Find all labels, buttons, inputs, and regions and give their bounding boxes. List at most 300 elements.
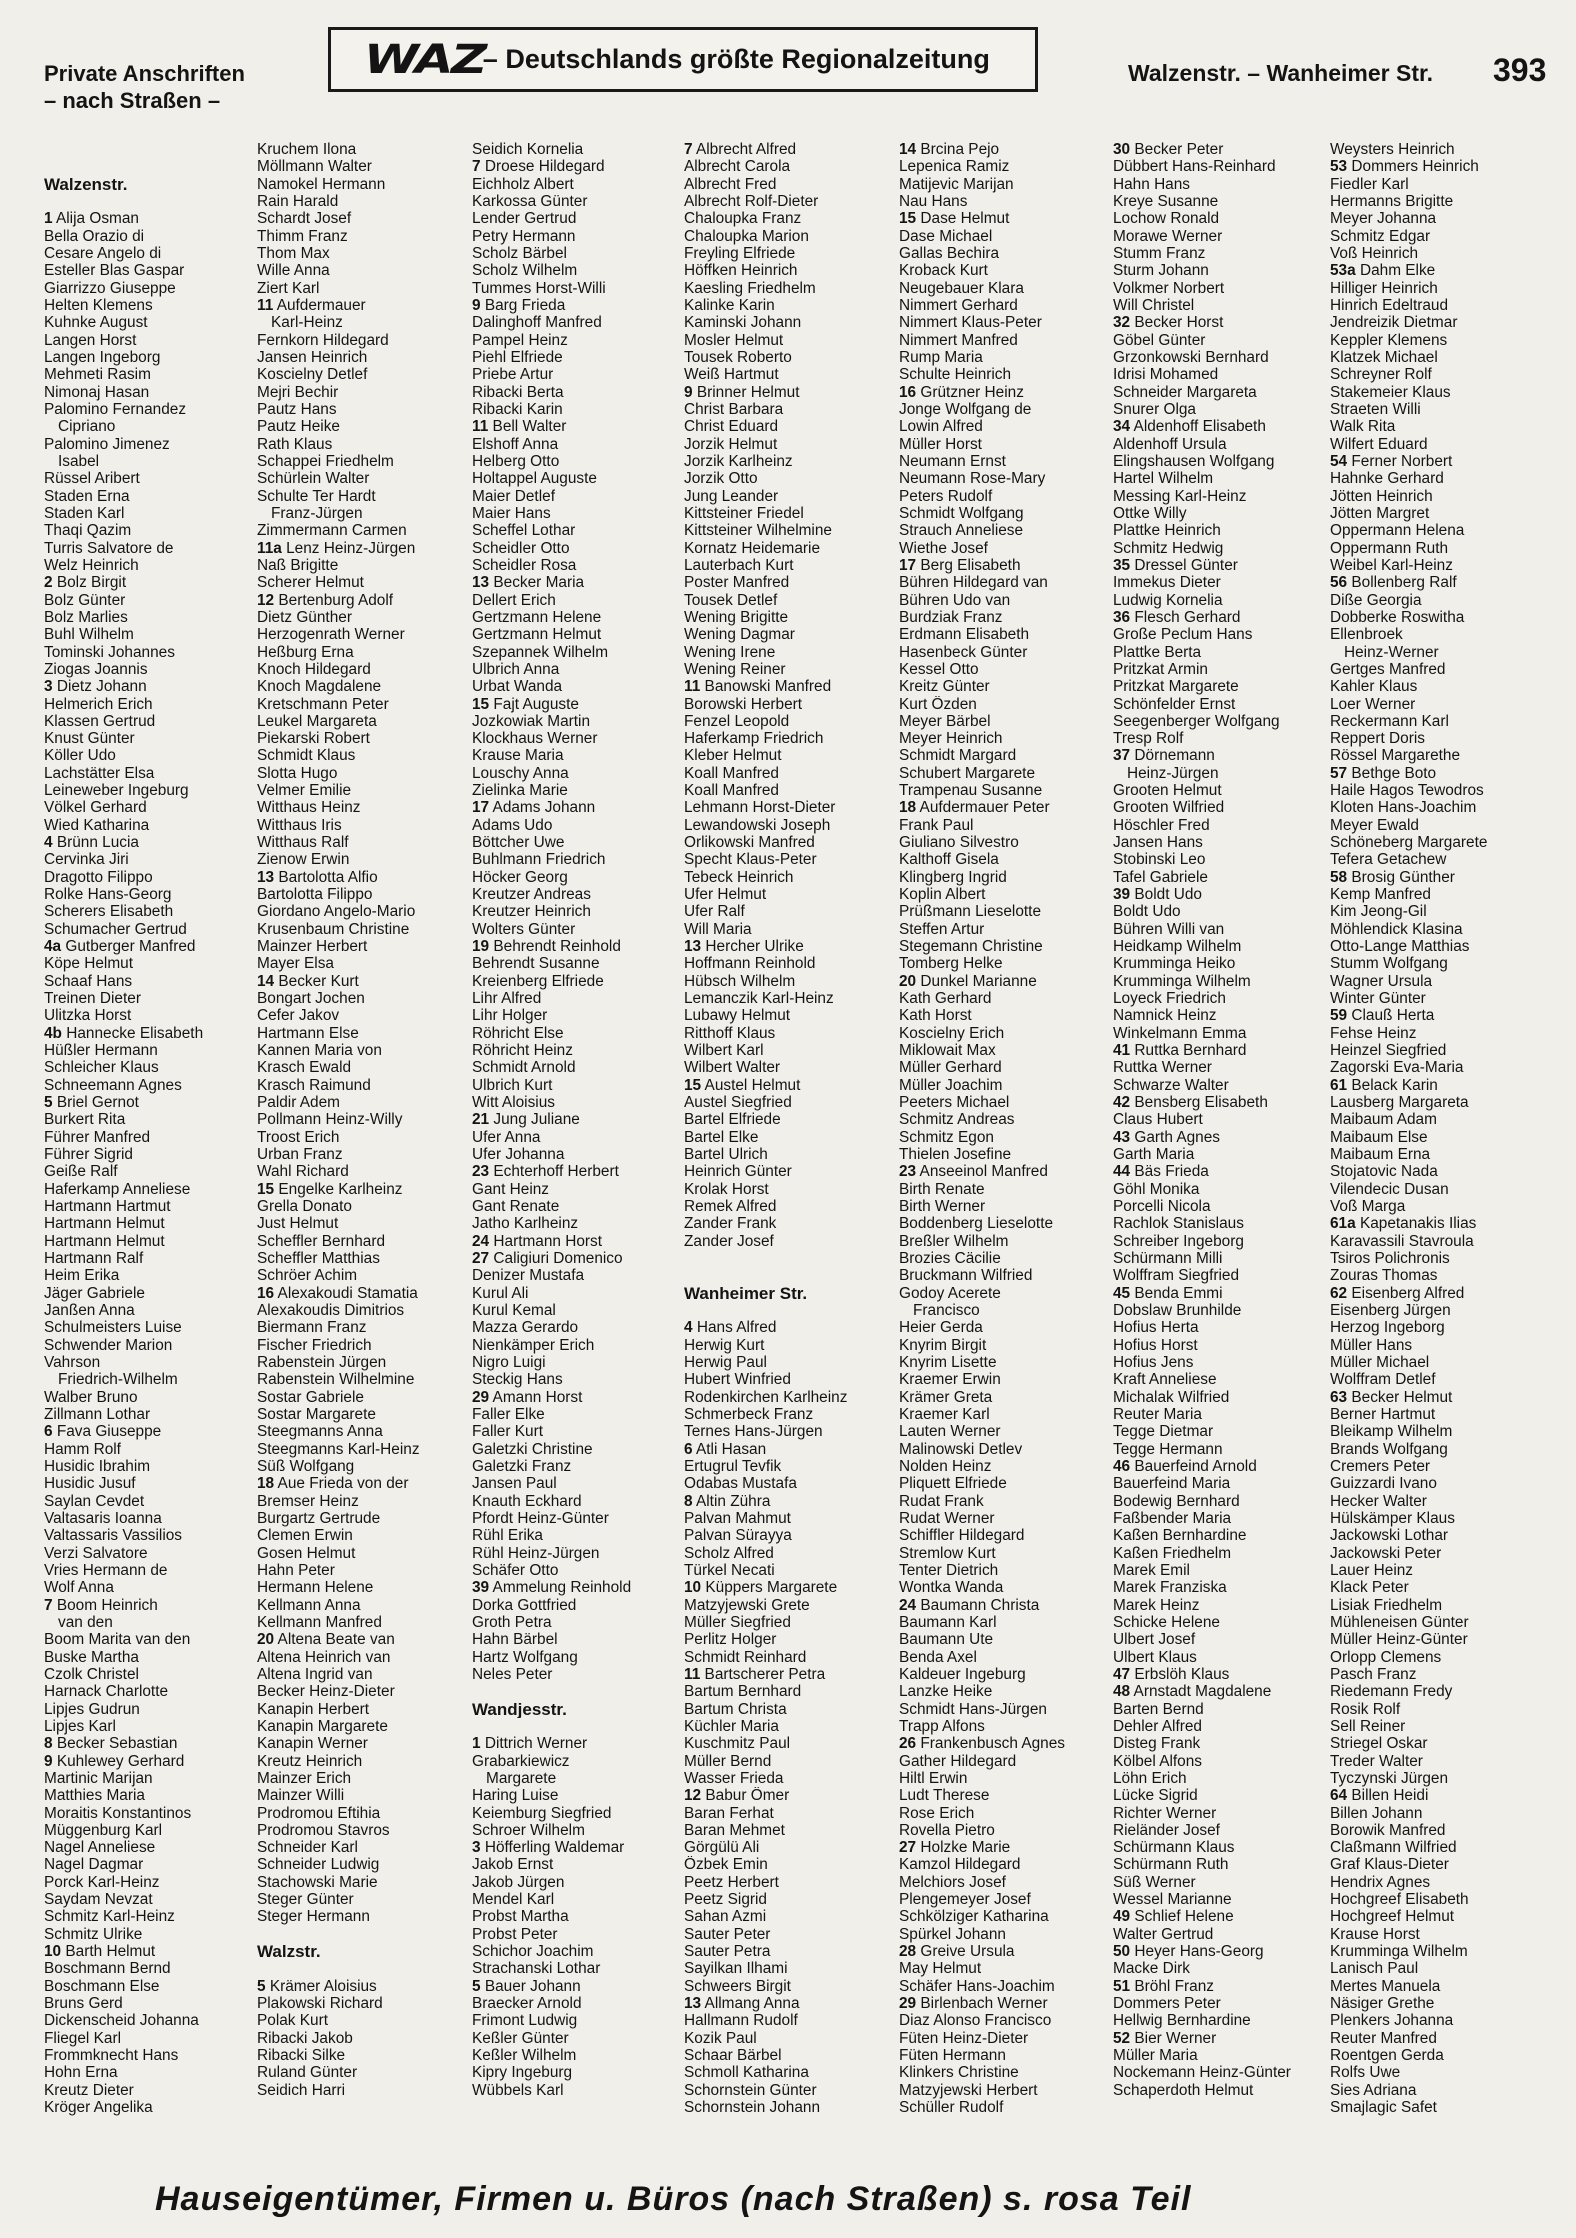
resident-entry: Dellert Erich	[472, 591, 556, 609]
resident-entry: Leukel Margareta	[257, 712, 377, 730]
resident-entry: Clemen Erwin	[257, 1527, 353, 1545]
resident-entry: Staden Karl	[44, 504, 125, 522]
house-number: 21	[472, 1111, 490, 1129]
resident-entry: Ribacki Jakob	[257, 2029, 353, 2047]
resident-entry: Burkert Rita	[44, 1111, 126, 1129]
resident-entry: Keßler Wilhelm	[472, 2047, 577, 2065]
resident-entry: Grooten Wilfried	[1113, 799, 1225, 817]
resident-entry: Kurt Özden	[899, 695, 977, 713]
resident-entry: Rössel Margarethe	[1330, 747, 1461, 765]
resident-entry: Kuschmitz Paul	[684, 1735, 791, 1753]
resident-entry: Schröer Achim	[257, 1267, 358, 1285]
resident-entry: 39 Boldt Udo	[1113, 886, 1202, 904]
resident-entry: 9 Barg Frieda	[472, 296, 566, 314]
resident-entry: Tominski Johannes	[44, 643, 175, 661]
resident-entry: Schäfer Hans-Joachim	[899, 1977, 1055, 1995]
resident-entry: Miklowait Max	[899, 1042, 996, 1060]
resident-entry: Sies Adriana	[1330, 2081, 1417, 2099]
resident-entry: Jendreizik Dietmar	[1330, 314, 1458, 332]
resident-entry: Schaperdoth Helmut	[1113, 2081, 1254, 2099]
resident-entry: Hahnke Gerhard	[1330, 470, 1444, 488]
resident-entry: Lender Gertrud	[472, 210, 577, 228]
resident-entry: Wessel Marianne	[1113, 1891, 1232, 1909]
resident-entry: Albrecht Fred	[684, 175, 777, 193]
resident-entry: Kretschmann Peter	[257, 695, 389, 713]
resident-entry: Dickenscheid Johanna	[44, 2012, 199, 2030]
resident-entry: Rose Erich	[899, 1804, 975, 1822]
blank-line	[684, 1250, 898, 1267]
blank-line	[684, 1267, 898, 1284]
resident-entry: 23 Anseeinol Manfred	[899, 1163, 1048, 1181]
resident-entry: Hohn Erna	[44, 2064, 118, 2082]
house-number: 6	[44, 1423, 53, 1441]
house-number: 9	[472, 296, 481, 314]
house-number: 29	[472, 1388, 490, 1406]
resident-entry: 53a Dahm Elke	[1330, 262, 1436, 280]
resident-entry: Louschy Anna	[472, 764, 569, 782]
house-number: 12	[257, 591, 275, 609]
resident-entry: Zander Josef	[684, 1232, 774, 1250]
resident-entry: Pautz Hans	[257, 400, 337, 418]
resident-entry: Schaaf Hans	[44, 972, 133, 990]
resident-entry: Krumminga Heiko	[1113, 955, 1236, 973]
resident-entry: Seidich Harri	[257, 2081, 346, 2099]
resident-entry: Führer Sigrid	[44, 1146, 133, 1164]
house-number: 30	[1113, 141, 1131, 158]
resident-entry: Buhlmann Friedrich	[472, 851, 606, 869]
resident-entry: 3 Höfferling Waldemar	[472, 1839, 625, 1857]
resident-entry: 52 Bier Werner	[1113, 2029, 1217, 2047]
resident-entry: Kurul Kemal	[472, 1301, 556, 1319]
house-number: 47	[1113, 1665, 1131, 1683]
resident-entry: Maibaum Else	[1330, 1128, 1428, 1146]
resident-entry: Biermann Franz	[257, 1319, 367, 1337]
resident-entry: Lipjes Karl	[44, 1717, 116, 1735]
resident-entry: Kaßen Bernhardine	[1113, 1527, 1247, 1545]
resident-entry: Schneider Margareta	[1113, 383, 1257, 401]
resident-entry: Janßen Anna	[44, 1301, 135, 1319]
house-number: 37	[1113, 747, 1131, 765]
resident-entry: 13 Bartolotta Alfio	[257, 868, 378, 886]
house-number: 63	[1330, 1388, 1348, 1406]
resident-entry: Matijevic Marijan	[899, 175, 1014, 193]
resident-entry: Hochgreef Helmut	[1330, 1908, 1455, 1926]
resident-entry: Vahrson	[44, 1353, 101, 1371]
resident-entry: Wahl Richard	[257, 1163, 349, 1181]
resident-entry: Süß Werner	[1113, 1873, 1196, 1891]
resident-entry: Palvan Sürayya	[684, 1527, 792, 1545]
resident-entry: Tomberg Helke	[899, 955, 1003, 973]
street-heading: Wanheimer Str.	[684, 1284, 808, 1302]
resident-entry: Aldenhoff Ursula	[1113, 435, 1227, 453]
resident-entry: Sayilkan Ilhami	[684, 1960, 788, 1978]
resident-entry: Kittsteiner Friedel	[684, 504, 804, 522]
resident-entry: Kaßen Friedhelm	[1113, 1544, 1232, 1562]
resident-entry: Rump Maria	[899, 348, 983, 366]
resident-entry: Hofius Herta	[1113, 1319, 1199, 1337]
resident-entry: Otto-Lange Matthias	[1330, 938, 1470, 956]
resident-entry: Baran Mehmet	[684, 1821, 785, 1839]
resident-entry: Valtassaris Vassilios	[44, 1527, 182, 1545]
resident-entry: 61a Kapetanakis Ilias	[1330, 1215, 1477, 1233]
resident-entry: Schappei Friedhelm	[257, 452, 394, 470]
house-number: 45	[1113, 1284, 1131, 1302]
resident-entry: Seidich Kornelia	[472, 141, 584, 158]
resident-entry: Troost Erich	[257, 1128, 340, 1146]
resident-entry: Ludt Therese	[899, 1787, 990, 1805]
resident-entry: Müller Gerhard	[899, 1059, 1002, 1077]
resident-entry: Bartolotta Filippo	[257, 886, 373, 904]
resident-entry: Jorzik Karlheinz	[684, 452, 793, 470]
resident-entry: Lausberg Margareta	[1330, 1094, 1469, 1112]
resident-entry: Husidic Ibrahim	[44, 1457, 151, 1475]
resident-entry: Lachstätter Elsa	[44, 764, 155, 782]
resident-entry: Heinrich Günter	[684, 1163, 792, 1181]
resident-entry: Schornstein Günter	[684, 2081, 817, 2099]
resident-entry: Schmitz Ulrike	[44, 1925, 143, 1943]
resident-entry: Höffken Heinrich	[684, 262, 798, 280]
resident-entry: Loyeck Friedrich	[1113, 990, 1226, 1008]
resident-entry: Margarete	[486, 1769, 557, 1787]
house-number: 34	[1113, 418, 1131, 436]
resident-entry: Christ Eduard	[684, 418, 779, 436]
house-number: 43	[1113, 1128, 1131, 1146]
resident-entry: Poster Manfred	[684, 574, 790, 592]
resident-entry: Braecker Arnold	[472, 1995, 582, 2013]
resident-entry: Tresp Rolf	[1113, 730, 1184, 748]
resident-entry: Vilendecic Dusan	[1330, 1180, 1449, 1198]
resident-entry: Marek Heinz	[1113, 1596, 1200, 1614]
resident-entry: Koscielny Detlef	[257, 366, 368, 384]
house-number: 15	[899, 210, 917, 228]
resident-entry: 7 Droese Hildegard	[472, 158, 605, 176]
resident-entry: Schönfelder Ernst	[1113, 695, 1236, 713]
resident-entry: Schmitz Egon	[899, 1128, 994, 1146]
resident-entry: Wagner Ursula	[1330, 972, 1433, 990]
resident-entry: Helten Klemens	[44, 296, 153, 314]
resident-entry: Jorzik Helmut	[684, 435, 778, 453]
resident-entry: Nagel Dagmar	[44, 1856, 144, 1874]
resident-entry: Albrecht Rolf-Dieter	[684, 192, 819, 210]
resident-entry: Koplin Albert	[899, 886, 986, 904]
resident-entry: Mayer Elsa	[257, 955, 334, 973]
resident-entry: Jonge Wolfgang de	[899, 400, 1032, 418]
resident-entry: Lepenica Ramiz	[899, 158, 1010, 176]
resident-entry: Jötten Heinrich	[1330, 487, 1433, 505]
resident-entry: Scheidler Otto	[472, 539, 570, 557]
resident-entry: Kurul Ali	[472, 1284, 529, 1302]
resident-entry: Neugebauer Klara	[899, 279, 1024, 297]
resident-entry: Kroback Kurt	[899, 262, 988, 280]
resident-entry: Marek Franziska	[1113, 1579, 1227, 1597]
resident-entry: Treder Walter	[1330, 1752, 1423, 1770]
resident-entry: Steger Hermann	[257, 1908, 370, 1926]
resident-entry: 8 Altin Zühra	[684, 1492, 771, 1510]
resident-entry: Velmer Emilie	[257, 782, 352, 800]
resident-entry: Jansen Paul	[472, 1475, 557, 1493]
resident-entry: Maibaum Adam	[1330, 1111, 1437, 1129]
resident-entry: Hubert Winfried	[684, 1371, 791, 1389]
resident-entry: Schürmann Milli	[1113, 1250, 1223, 1267]
resident-entry: Kraemer Erwin	[899, 1371, 1001, 1389]
resident-entry: Röhricht Else	[472, 1024, 564, 1042]
house-number: 35	[1113, 556, 1131, 574]
resident-entry: Lemanczik Karl-Heinz	[684, 990, 834, 1008]
resident-entry: Plenkers Johanna	[1330, 2012, 1454, 2030]
resident-entry: Völkel Gerhard	[44, 799, 147, 817]
resident-entry: Krumminga Wilhelm	[1330, 1943, 1468, 1961]
resident-entry: Witthaus Heinz	[257, 799, 361, 817]
resident-entry: Scheffel Lothar	[472, 522, 576, 540]
resident-entry: Rodenkirchen Karlheinz	[684, 1388, 848, 1406]
resident-entry: Schmerbeck Franz	[684, 1405, 814, 1423]
blank-line	[44, 193, 258, 210]
resident-entry: Kornatz Heidemarie	[684, 539, 821, 557]
resident-entry: Wening Irene	[684, 643, 776, 661]
resident-entry: 4b Hannecke Elisabeth	[44, 1024, 204, 1042]
resident-entry: Fliegel Karl	[44, 2029, 121, 2047]
resident-entry: Ulitzka Horst	[44, 1007, 132, 1025]
resident-entry: Zouras Thomas	[1330, 1267, 1438, 1285]
resident-entry: Lubawy Helmut	[684, 1007, 791, 1025]
resident-entry: Hahn Peter	[257, 1561, 335, 1579]
resident-entry: Lanzke Heike	[899, 1683, 993, 1701]
resident-entry: 13 Allmang Anna	[684, 1995, 800, 2013]
resident-entry: Mainzer Willi	[257, 1787, 345, 1805]
resident-entry: Ziert Karl	[257, 279, 320, 297]
resident-entry: Mosler Helmut	[684, 331, 784, 349]
house-number: 44	[1113, 1163, 1131, 1181]
resident-entry: Herzog Ingeborg	[1330, 1319, 1445, 1337]
resident-entry: Müggenburg Karl	[44, 1821, 163, 1839]
resident-entry: Lanisch Paul	[1330, 1960, 1419, 1978]
resident-entry: Plengemeyer Josef	[899, 1891, 1031, 1909]
resident-entry: Krumminga Wilhelm	[1113, 972, 1251, 990]
resident-entry: Dobslaw Brunhilde	[1113, 1301, 1242, 1319]
resident-entry: Schulte Heinrich	[899, 366, 1012, 384]
blank-line	[257, 1960, 471, 1977]
resident-entry: Thielen Josefine	[899, 1146, 1012, 1164]
resident-entry: Voß Marga	[1330, 1198, 1406, 1216]
resident-entry: Jorzik Otto	[684, 470, 758, 488]
resident-entry: Knoch Magdalene	[257, 678, 382, 696]
resident-entry: 11 Bell Walter	[472, 418, 567, 436]
resident-entry: Rühl Erika	[472, 1527, 543, 1545]
resident-entry: Baumann Ute	[899, 1631, 994, 1649]
resident-entry: Ludwig Kornelia	[1113, 591, 1223, 609]
resident-entry: Smajlagic Safet	[1330, 2099, 1437, 2117]
house-number: 16	[899, 383, 917, 401]
resident-entry: 51 Bröhl Franz	[1113, 1977, 1214, 1995]
resident-entry: Nimmert Klaus-Peter	[899, 314, 1042, 332]
resident-entry: Brands Wolfgang	[1330, 1440, 1448, 1458]
resident-entry: Steegmanns Karl-Heinz	[257, 1440, 420, 1458]
resident-entry: Snurer Olga	[1113, 400, 1196, 418]
resident-entry: Galetzki Christine	[472, 1440, 593, 1458]
resident-entry: Porcelli Nicola	[1113, 1198, 1211, 1216]
resident-entry: Mainzer Erich	[257, 1769, 352, 1787]
resident-entry: Hartel Wilhelm	[1113, 470, 1214, 488]
resident-entry: Ulbrich Anna	[472, 660, 560, 678]
resident-entry: Bolz Marlies	[44, 608, 128, 626]
resident-entry: Nau Hans	[899, 192, 968, 210]
resident-entry: Saylan Cevdet	[44, 1492, 145, 1510]
resident-entry: Winkelmann Emma	[1113, 1024, 1247, 1042]
resident-entry: 16 Alexakoudi Stamatia	[257, 1284, 418, 1302]
resident-entry: Eisenberg Jürgen	[1330, 1301, 1451, 1319]
directory-column-6	[1113, 141, 1327, 2099]
resident-entry: Buske Martha	[44, 1648, 139, 1666]
resident-entry: Mehmeti Rasim	[44, 366, 151, 384]
resident-entry: 61 Belack Karin	[1330, 1076, 1438, 1094]
resident-entry: Herwig Kurt	[684, 1336, 765, 1354]
resident-entry: Jansen Hans	[1113, 834, 1203, 852]
resident-entry: Harnack Charlotte	[44, 1683, 169, 1701]
house-number: 48	[1113, 1683, 1131, 1701]
resident-entry: Hartmann Helmut	[44, 1232, 165, 1250]
resident-entry: Sauter Petra	[684, 1943, 771, 1961]
house-number: 2	[44, 574, 53, 592]
resident-entry: Orlikowski Manfred	[684, 834, 815, 852]
resident-entry: Heinz-Jürgen	[1127, 764, 1219, 782]
resident-entry: Scherers Elisabeth	[44, 903, 174, 921]
resident-entry: Groth Petra	[472, 1613, 552, 1631]
resident-entry: Krusenbaum Christine	[257, 920, 410, 938]
resident-entry: Thom Max	[257, 244, 330, 262]
resident-entry: Füten Heinz-Dieter	[899, 2029, 1029, 2047]
resident-entry: Cremers Peter	[1330, 1457, 1431, 1475]
resident-entry: Elshoff Anna	[472, 435, 559, 453]
resident-entry: Priebe Artur	[472, 366, 554, 384]
resident-entry: Stegemann Christine	[899, 938, 1043, 956]
resident-entry: Pliquett Elfriede	[899, 1475, 1007, 1493]
resident-entry: Kannen Maria von	[257, 1042, 382, 1060]
house-number: 41	[1113, 1042, 1131, 1060]
resident-entry: 48 Arnstadt Magdalene	[1113, 1683, 1272, 1701]
resident-entry: Giuliano Silvestro	[899, 834, 1019, 852]
house-number: 15	[257, 1180, 275, 1198]
resident-entry: Kloten Hans-Joachim	[1330, 799, 1477, 817]
resident-entry: Rabenstein Jürgen	[257, 1353, 387, 1371]
directory-column-5	[899, 141, 1113, 2116]
house-number: 1	[472, 1735, 481, 1753]
resident-entry: 30 Becker Peter	[1113, 141, 1224, 158]
resident-entry: Denizer Mustafa	[472, 1267, 585, 1285]
resident-entry: 32 Becker Horst	[1113, 314, 1224, 332]
resident-entry: Lihr Holger	[472, 1007, 548, 1025]
resident-entry: Zienow Erwin	[257, 851, 350, 869]
resident-entry: Schardt Josef	[257, 210, 352, 228]
resident-entry: Brozies Cäcilie	[899, 1250, 1001, 1267]
resident-entry: 12 Babur Ömer	[684, 1787, 790, 1805]
resident-entry: Czolk Christel	[44, 1665, 139, 1683]
resident-entry: Jakob Ernst	[472, 1856, 554, 1874]
resident-entry: 28 Greive Ursula	[899, 1943, 1015, 1961]
resident-entry: 1 Dittrich Werner	[472, 1735, 588, 1753]
resident-entry: Haring Luise	[472, 1787, 559, 1805]
resident-entry: Burgartz Gertrude	[257, 1509, 381, 1527]
resident-entry: Schwender Marion	[44, 1336, 173, 1354]
house-number: 61	[1330, 1076, 1348, 1094]
resident-entry: 5 Krämer Aloisius	[257, 1977, 377, 1995]
resident-entry: Dietz Günther	[257, 608, 352, 626]
resident-entry: Lihr Alfred	[472, 990, 542, 1008]
resident-entry: Walk Rita	[1330, 418, 1396, 436]
resident-entry: Peters Rudolf	[899, 487, 993, 505]
resident-entry: Sostar Margarete	[257, 1405, 376, 1423]
resident-entry: Pasch Franz	[1330, 1665, 1417, 1683]
house-number: 50	[1113, 1943, 1131, 1961]
resident-entry: Husidic Jusuf	[44, 1475, 136, 1493]
resident-entry: Grabarkiewicz	[472, 1752, 570, 1770]
resident-entry: Bühren Hildegard van	[899, 574, 1048, 592]
resident-entry: Rolke Hans-Georg	[44, 886, 172, 904]
resident-entry: Özbek Emin	[684, 1856, 768, 1874]
resident-entry: Hofius Jens	[1113, 1353, 1194, 1371]
resident-entry: Peeters Michael	[899, 1094, 1010, 1112]
resident-entry: Stobinski Leo	[1113, 851, 1206, 869]
resident-entry: Perlitz Holger	[684, 1631, 777, 1649]
resident-entry: Kath Horst	[899, 1007, 972, 1025]
house-number: 49	[1113, 1908, 1131, 1926]
resident-entry: Ruttka Werner	[1113, 1059, 1212, 1077]
resident-entry: Krause Horst	[1330, 1925, 1420, 1943]
resident-entry: Maier Detlef	[472, 487, 555, 505]
resident-entry: Verzi Salvatore	[44, 1544, 148, 1562]
house-number: 17	[899, 556, 917, 574]
resident-entry: Reuter Manfred	[1330, 2029, 1437, 2047]
resident-entry: Birth Werner	[899, 1198, 986, 1216]
resident-entry: Ziogas Joannis	[44, 660, 148, 678]
resident-entry: Heim Erika	[44, 1267, 120, 1285]
resident-entry: Lipjes Gudrun	[44, 1700, 140, 1718]
resident-entry: Bremser Heinz	[257, 1492, 359, 1510]
resident-entry: Kamzol Hildegard	[899, 1856, 1021, 1874]
resident-entry: Heinzel Siegfried	[1330, 1042, 1447, 1060]
resident-entry: 7 Boom Heinrich	[44, 1596, 158, 1614]
resident-entry: 49 Schlief Helene	[1113, 1908, 1234, 1926]
resident-entry: Schubert Margarete	[899, 764, 1036, 782]
resident-entry: 4a Gutberger Manfred	[44, 938, 196, 956]
resident-entry: Frimont Ludwig	[472, 2012, 578, 2030]
resident-entry: Kreye Susanne	[1113, 192, 1219, 210]
resident-entry: 9 Kuhlewey Gerhard	[44, 1752, 185, 1770]
resident-entry: Ufer Johanna	[472, 1146, 565, 1164]
resident-entry: Schmitz Edgar	[1330, 227, 1431, 245]
house-number: 58	[1330, 868, 1348, 886]
resident-entry: 15 Austel Helmut	[684, 1076, 801, 1094]
resident-entry: Kalthoff Gisela	[899, 851, 999, 869]
house-number: 5	[44, 1094, 53, 1112]
house-number: 57	[1330, 764, 1348, 782]
resident-entry: Scholz Bärbel	[472, 244, 567, 262]
resident-entry: Strauch Anneliese	[899, 522, 1024, 540]
resident-entry: Krasch Raimund	[257, 1076, 371, 1094]
resident-entry: Roentgen Gerda	[1330, 2047, 1444, 2065]
resident-entry: Marek Emil	[1113, 1561, 1190, 1579]
resident-entry: Rain Harald	[257, 192, 339, 210]
resident-entry: Cipriano	[58, 418, 116, 436]
resident-entry: Rühl Heinz-Jürgen	[472, 1544, 600, 1562]
resident-entry: Wiethe Josef	[899, 539, 988, 557]
resident-entry: Bartel Ulrich	[684, 1146, 768, 1164]
resident-entry: Holtappel Auguste	[472, 470, 597, 488]
resident-entry: 17 Berg Elisabeth	[899, 556, 1021, 574]
resident-entry: 15 Engelke Karlheinz	[257, 1180, 403, 1198]
resident-entry: Urban Franz	[257, 1146, 343, 1164]
resident-entry: Köpe Helmut	[44, 955, 133, 973]
resident-entry: Albrecht Carola	[684, 158, 791, 176]
